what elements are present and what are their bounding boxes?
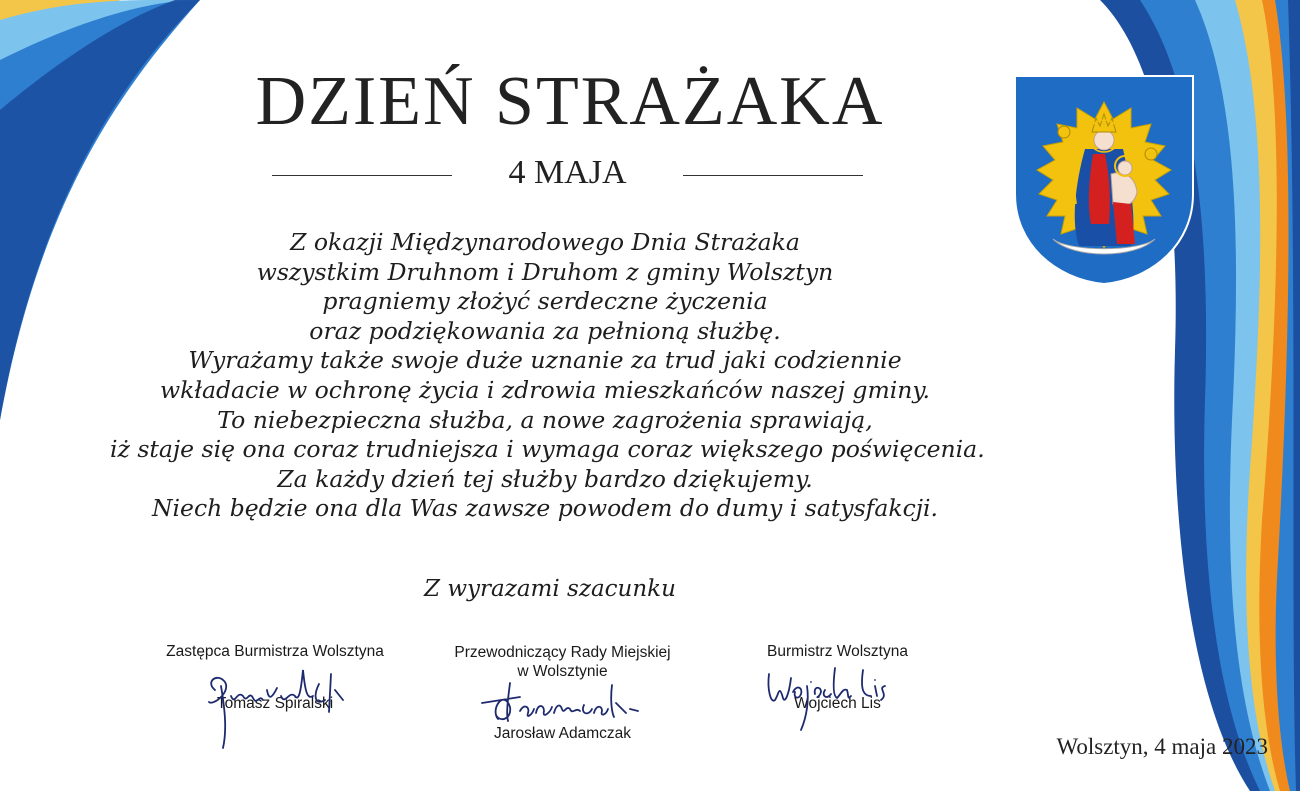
greeting-line: To niebezpieczna służba, a nowe zagrożenia sprawiają, [217, 405, 873, 434]
greeting-line: oraz podziękowania za pełnioną służbę. [309, 316, 781, 345]
card-subtitle: 4 MAJA [508, 154, 627, 191]
signatory-name: Tomasz Spiralski [216, 695, 334, 712]
closing-phrase: Z wyrazami szacunku [424, 576, 676, 602]
signature-icon [203, 660, 353, 750]
greeting-line: Niech będzie ona dla Was zawsze powodem do dumy i satysfakcji. [151, 494, 939, 523]
signatory-role-line-1: Przewodniczący Rady Miejskiej [454, 644, 671, 661]
greeting-line: pragniemy złożyć serdeczne życzenia [322, 287, 768, 316]
signature-block-deputy-mayor [135, 642, 415, 713]
greeting-line: wszystkim Druhnom i Druhom z gminy Wolsztyn [256, 257, 834, 286]
signature-icon [763, 660, 903, 735]
greeting-line: Z okazji Międzynarodowego Dnia Strażaka [290, 228, 800, 256]
card-title: DZIEŃ STRAŻAKA [255, 63, 885, 140]
signatory-role: Burmistrz Wolsztyna [767, 643, 908, 660]
greeting-line: wkładacie w ochronę życia i zdrowia mieszkańców naszej gminy. [159, 375, 930, 404]
signature-icon [480, 679, 650, 729]
signatory-role-line-2: w Wolsztynie [517, 663, 608, 680]
signatory-name: Wojciech Lis [794, 695, 881, 712]
greeting-line: Wyrażamy także swoje duże uznanie za trud jaki codziennie [188, 346, 902, 375]
coat-of-arms-icon [1013, 74, 1195, 286]
greeting-line: iż staje się ona coraz trudniejsza i wymaga coraz większego poświęcenia. [110, 435, 985, 464]
greeting-text [110, 228, 985, 524]
subtitle-row [270, 154, 865, 198]
signatory-role: Zastępca Burmistrza Wolsztyna [166, 643, 384, 660]
signature-block-council-chairman [420, 643, 705, 743]
divider-right [683, 175, 863, 176]
signatory-name: Jarosław Adamczak [494, 725, 631, 742]
greeting-line: Za każdy dzień tej służby bardzo dziękujemy. [277, 464, 813, 493]
signature-block-mayor [725, 642, 950, 713]
document-date: Wolsztyn, 4 maja 2023 [1056, 734, 1268, 759]
